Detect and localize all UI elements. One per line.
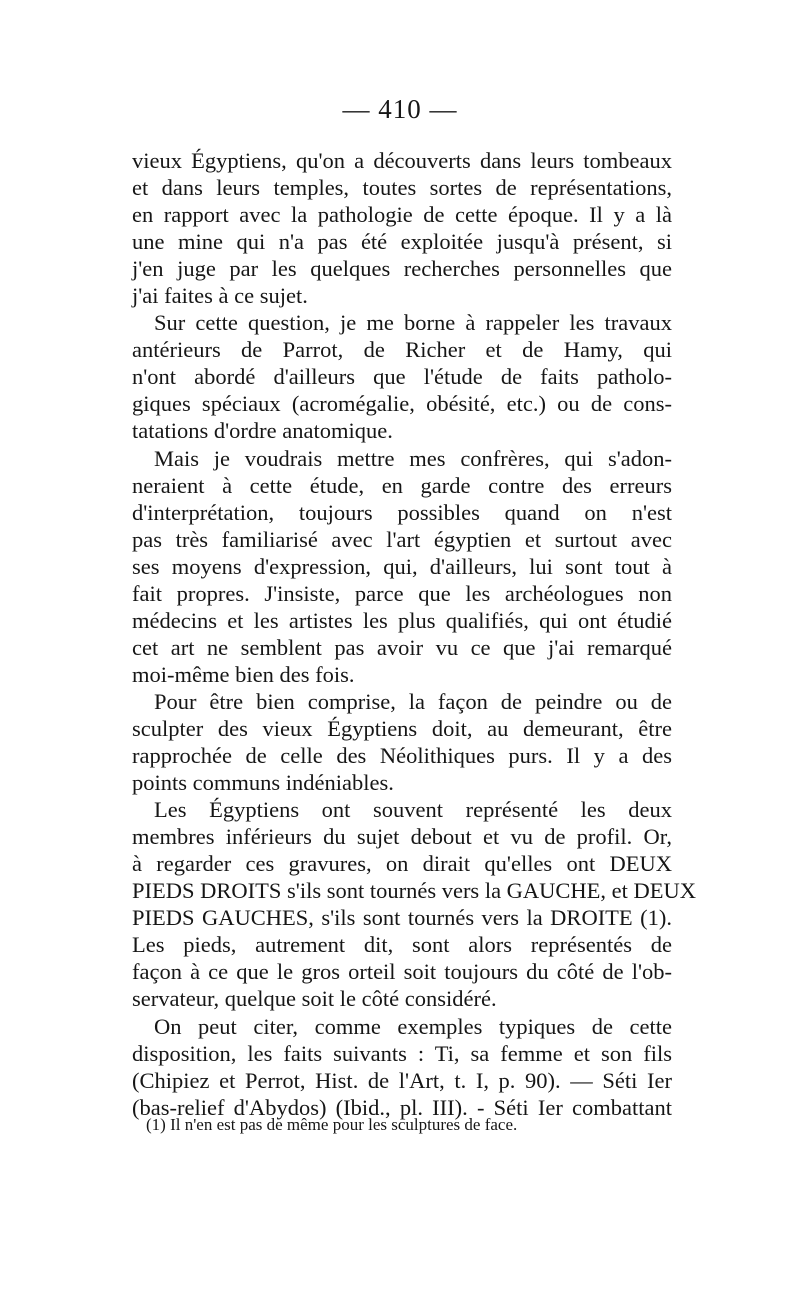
text-line: membres inférieurs du sujet debout et vu de profil. Or, [132,824,672,850]
text-line: tatations d'ordre anatomique. [132,418,393,444]
paragraph-start-line: On peut citer, comme exemples typiques de cette [154,1013,672,1039]
text-line: (bas-relief d'Abydos) (Ibid., pl. III). - Séti Ier combattant [132,1094,672,1120]
text-line: médecins et les artistes les plus qualifiés, qui ont étudié [132,607,672,633]
text-line: antérieurs de Parrot, de Richer et de Hamy, qui [132,337,672,363]
text-line: giques spéciaux (acromégalie, obésité, etc.) ou de cons- [132,391,672,417]
paragraph-start-line: Sur cette question, je me borne à rappeler les travaux [154,310,672,336]
text-line: n'ont abordé d'ailleurs que l'étude de faits patholo- [132,364,672,390]
text-line: Les pieds, autrement dit, sont alors représentés de [132,932,672,958]
text-line: d'interprétation, toujours possibles quand on n'est [132,499,672,525]
text-line: et dans leurs temples, toutes sortes de représentations, [132,175,672,201]
text-line: servateur, quelque soit le côté considéré. [132,986,497,1012]
text-line: à regarder ces gravures, on dirait qu'elles ont DEUX [132,851,672,877]
text-line: ses moyens d'expression, qui, d'ailleurs, lui sont tout à [132,553,672,579]
paragraph-start-line: Mais je voudrais mettre mes confrères, qui s'adon- [154,445,672,471]
text-line: PIEDS DROITS s'ils sont tournés vers la GAUCHE, et DEUX [132,878,697,904]
text-line: moi-même bien des fois. [132,661,355,687]
text-line: façon à ce que le gros orteil soit toujours du côté de l'ob- [132,959,672,985]
paragraph-start-line: Les Égyptiens ont souvent représenté les deux [154,797,672,823]
text-line: j'ai faites à ce sujet. [132,283,308,309]
text-line: PIEDS GAUCHES, s'ils sont tournés vers la DROITE (1). [132,905,672,931]
text-line: en rapport avec la pathologie de cette époque. Il y a là [132,202,672,228]
text-line: neraient à cette étude, en garde contre des erreurs [132,472,672,498]
text-line: une mine qui n'a pas été exploitée jusqu'à présent, si [132,229,672,255]
text-line: cet art ne semblent pas avoir vu ce que j'ai remarqué [132,634,672,660]
text-line: disposition, les faits suivants : Ti, sa femme et son fils [132,1040,672,1066]
text-line: rapprochée de celle des Néolithiques purs. Il y a des [132,743,672,769]
text-line: points communs indéniables. [132,770,394,796]
text-line: sculpter des vieux Égyptiens doit, au demeurant, être [132,715,672,741]
body-text [132,147,697,1121]
text-line: vieux Égyptiens, qu'on a découverts dans leurs tombeaux [132,148,672,173]
text-line: j'en juge par les quelques recherches personnelles que [132,256,672,282]
text-line: fait propres. J'insiste, parce que les archéologues non [132,580,672,606]
footnote: (1) Il n'en est pas de même pour les sculptures de face. [146,1115,518,1134]
page-number: — 410 — [342,94,458,124]
text-line: pas très familiarisé avec l'art égyptien et surtout avec [132,526,672,552]
text-line: (Chipiez et Perrot, Hist. de l'Art, t. I, p. 90). — Séti Ier [132,1067,672,1093]
paragraph-start-line: Pour être bien comprise, la façon de peindre ou de [154,688,672,714]
